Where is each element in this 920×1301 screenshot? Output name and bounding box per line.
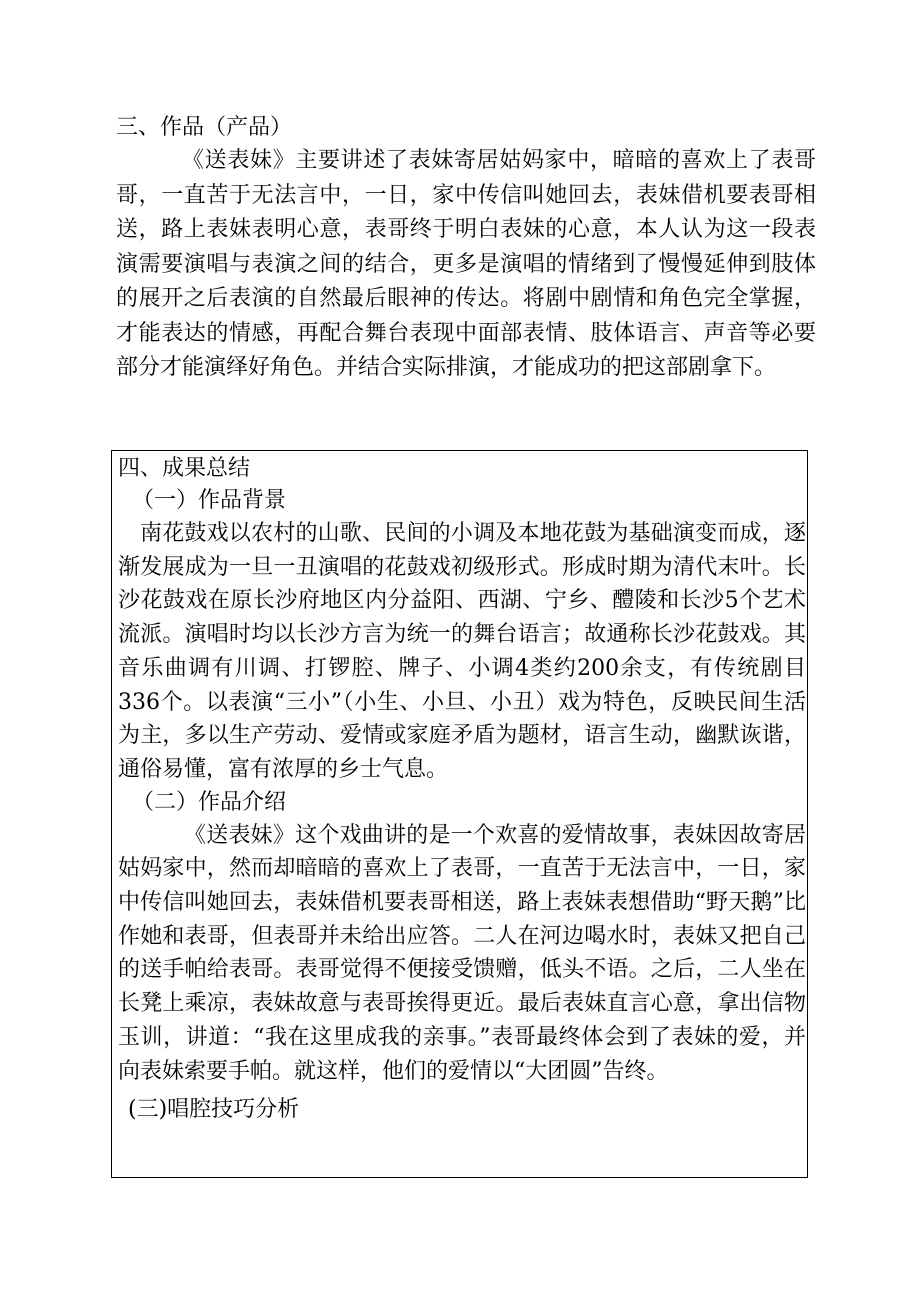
- background-body: 南花鼓戏以农村的山歌、民间的小调及本地花鼓为基础演变而成，逐渐发展成为一旦一丑演唱的花鼓戏初级形式。形成时期为清代末叶。长沙花鼓戏在原长沙府地区内分益阳、西湖、宁乡、醴陵和长沙5个艺术流派。演唱时均以长沙方言为统一的舞台语言；故通称长沙花鼓戏。其音乐曲调有川调、打锣腔、牌子、小调4类约200余支，有传统剧目336个。以表演“三小”（小生、小旦、小丑）戏为特色，反映民间生活为主，多以生产劳动、爱情或家庭矛盾为题材，语言生动，幽默诙谐，通俗易懂，富有浓厚的乡士气息。: [118, 521, 806, 782]
- section-works-body: 《送表妹》主要讲述了表妹寄居姑妈家中，暗暗的喜欢上了表哥哥，一直苦于无法言中，一日，家中传信叫她回去，表妹借机要表哥相送，路上表妹表明心意，表哥终于明白表妹的心意，本人认为这一段表演需要演唱与表演之间的结合，更多是演唱的情绪到了慢慢延伸到肢体的展开之后表演的自然最后眼神的传达。将剧中剧情和角色完全掌握，才能表达的情感，再配合舞台表现中面部表情、肢体语言、声音等必要部分才能演绎好角色。并结合实际排演，才能成功的把这部剧拿下。: [116, 148, 816, 380]
- section-heading-works: 三、作品（产品）: [116, 115, 293, 140]
- results-summary-content: [118, 453, 806, 1126]
- subheading-introduction: （二）作品介绍: [132, 789, 287, 815]
- introduction-body: 《送表妹》这个戏曲讲的是一个欢喜的爱情故事，表妹因故寄居姑妈家中，然而却暗暗的喜欢上了表哥，一直苦于无法言中，一日，家中传信叫她回去，表妹借机要表哥相送，路上表妹表想借助“野天鹅”比作她和表哥，但表哥并未给出应答。二人在河边喝水时，表妹又把自己的送手帕给表哥。表哥觉得不便接受馈赠，低头不语。之后，二人坐在长凳上乘凉，表妹故意与表哥挨得更近。最后表妹直言心意，拿出信物玉训，讲道：“我在这里成我的亲事。”表哥最终体会到了表妹的爱，并向表妹索要手帕。就这样，他们的爱情以“大团圆”告终。: [118, 822, 806, 1084]
- section-works: [116, 112, 816, 386]
- subheading-singing-technique: (三)唱腔技巧分析: [128, 1097, 300, 1123]
- section-heading-results: 四、成果总结: [118, 456, 251, 481]
- results-summary-box: [111, 450, 808, 1178]
- subheading-background: （一）作品背景: [132, 488, 287, 513]
